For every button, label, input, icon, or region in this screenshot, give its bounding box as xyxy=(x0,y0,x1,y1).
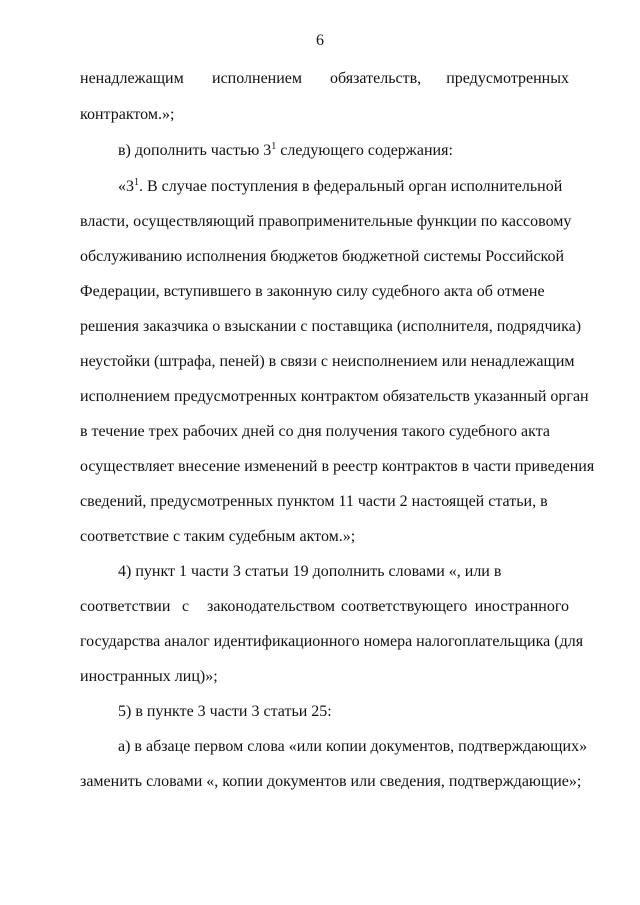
word: соответствующего xyxy=(341,598,468,615)
line-text: Федерации, вступившего в законную силу судебного акта об отмене xyxy=(80,283,545,300)
text-line-16 xyxy=(0,596,640,618)
superscript: 1 xyxy=(134,177,139,188)
line-text: власти, осуществляющий правоприменительные функции по кассовому xyxy=(80,213,572,230)
text-line-3 xyxy=(0,140,640,162)
line-text: в течение трех рабочих дней со дня получения такого судебного акта xyxy=(80,423,550,440)
word: соответствии xyxy=(80,598,171,615)
text-fragment: . В случае поступления в федеральный орган исполнительной xyxy=(139,178,563,195)
text-line-9 xyxy=(0,351,640,373)
line-text xyxy=(118,140,453,162)
line-text: контрактом.»; xyxy=(80,106,175,123)
text-line-10 xyxy=(0,386,640,408)
text-fragment: «3 xyxy=(118,178,134,195)
text-line-18 xyxy=(0,666,640,688)
text-line-2 xyxy=(0,104,640,126)
line-text: исполнением предусмотренных контрактом обязательств указанный орган xyxy=(80,388,589,405)
text-line-14 xyxy=(0,526,640,548)
superscript: 1 xyxy=(271,141,277,152)
line-text: обслуживанию исполнения бюджетов бюджетной системы Российской xyxy=(80,248,565,265)
text-line-11 xyxy=(0,421,640,443)
line-text: а) в абзаце первом слова «или копии документов, подтверждающих» xyxy=(118,738,588,755)
text-fragment: следующего содержания: xyxy=(276,142,453,159)
word: ненадлежащим xyxy=(80,70,184,87)
word: иностранного xyxy=(474,598,569,615)
text-line-20 xyxy=(0,736,640,758)
line-text: 5) в пункте 3 части 3 статьи 25: xyxy=(118,703,332,720)
text-line-13 xyxy=(0,491,640,513)
word: предусмотренных xyxy=(446,70,569,87)
line-text: неустойки (штрафа, пеней) в связи с неисполнением или ненадлежащим xyxy=(80,353,575,370)
line-text: осуществляет внесение изменений в реестр контрактов в части приведения xyxy=(80,458,595,475)
text-line-6 xyxy=(0,246,640,268)
line-text: соответствие с таким судебным актом.»; xyxy=(80,528,356,545)
page-number: 6 xyxy=(316,32,324,49)
text-line-17 xyxy=(0,631,640,653)
line-text: 4) пункт 1 части 3 статьи 19 дополнить словами «, или в xyxy=(118,563,502,580)
word: обязательств, xyxy=(330,70,422,87)
line-text: решения заказчика о взыскании с поставщика (исполнителя, подрядчика) xyxy=(80,318,582,335)
text-line-21 xyxy=(0,771,640,793)
line-text: государства аналог идентификационного номера налогоплательщика (для xyxy=(80,633,584,650)
word: с xyxy=(182,598,190,615)
text-line-8 xyxy=(0,316,640,338)
line-text: иностранных лиц)»; xyxy=(80,668,218,685)
text-line-12 xyxy=(0,456,640,478)
word: исполнением xyxy=(212,70,303,87)
text-line-4 xyxy=(0,176,640,198)
line-text xyxy=(118,176,562,198)
text-line-7 xyxy=(0,281,640,303)
line-text: сведений, предусмотренных пунктом 11 части 2 настоящей статьи, в xyxy=(80,493,548,510)
text-line-5 xyxy=(0,211,640,233)
text-line-19 xyxy=(0,701,640,723)
text-line-1 xyxy=(0,68,640,90)
text-fragment: в) дополнить частью 3 xyxy=(118,142,272,159)
word: законодательством xyxy=(207,598,336,615)
text-line-15 xyxy=(0,561,640,583)
line-text: заменить словами «, копии документов или сведения, подтверждающие»; xyxy=(80,773,582,790)
